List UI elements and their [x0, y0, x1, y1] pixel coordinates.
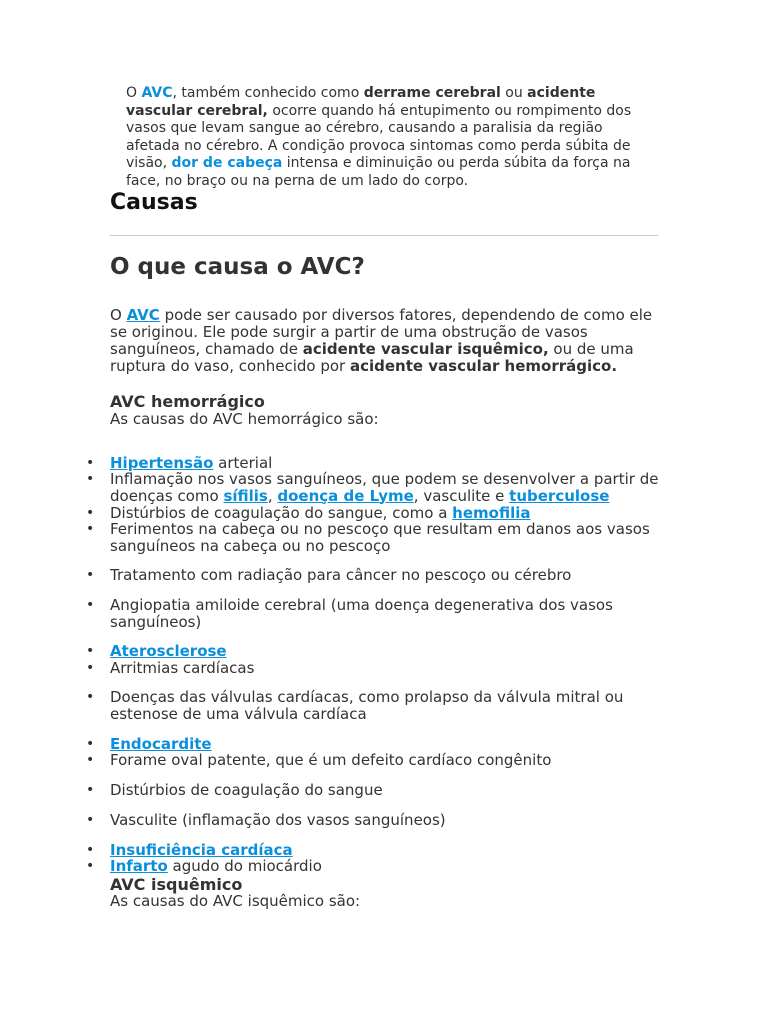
intro-text: ocorre quando há entupimento ou rompimento dos vasos que levam sangue ao cérebro, causando a paralisia da região afetada no cérebro. A condição provoca sintomas como perda súbita de visão, [126, 102, 632, 171]
list-item: • Ferimentos na cabeça ou no pescoço que resultam em danos aos vasos sanguíneos na cabeça ou no pescoço [110, 521, 660, 554]
para-text: ou de uma ruptura do vaso, conhecido por [110, 340, 634, 375]
bold-term: acidente vascular hemorrágico. [349, 357, 618, 375]
divider [110, 235, 658, 236]
avc-link[interactable]: AVC [141, 85, 173, 101]
infarto-link[interactable]: Infarto [110, 857, 168, 875]
tuberculose-link[interactable]: tuberculose [509, 486, 610, 505]
list-text: arterial [213, 454, 273, 472]
isquemico-heading: AVC isquêmico [110, 875, 243, 894]
hemofilia-link[interactable]: hemofilia [452, 504, 531, 522]
intro-paragraph [126, 85, 656, 190]
intro-text: intensa e diminuição ou perda súbita da força na face, no braço ou na perna de um lado do corpo. [126, 155, 631, 189]
list-item [110, 471, 660, 504]
bold-term: acidente vascular isquêmico, [302, 340, 549, 358]
hemorragico-subtitle: As causas do AVC hemorrágico são: [110, 410, 379, 428]
list-item: • Tratamento com radiação para câncer no pescoço ou cérebro [110, 567, 660, 584]
causes-paragraph [110, 307, 658, 375]
intro-text: ou [500, 85, 528, 101]
avc-link-2[interactable]: AVC [126, 306, 160, 324]
list-text: Inflamação nos vasos sanguíneos, que podem se desenvolver a partir de doenças como [110, 470, 659, 505]
list-text: agudo do miocárdio [167, 857, 322, 875]
bold-term: derrame cerebral [363, 85, 501, 101]
list-item [110, 643, 660, 660]
lyme-link[interactable]: doença de Lyme [277, 486, 414, 505]
list-item: • Arritmias cardíacas [110, 660, 660, 677]
list-text: , vasculite e [413, 486, 510, 505]
list-item: • Distúrbios de coagulação do sangue [110, 782, 660, 799]
bold-term: acidente vascular cerebral, [126, 85, 596, 119]
aterosclerose-link[interactable]: Aterosclerose [110, 642, 227, 660]
intro-text: O [126, 85, 142, 101]
insuficiencia-link[interactable]: Insuficiência cardíaca [110, 841, 293, 859]
que-causa-heading: O que causa o AVC? [110, 254, 365, 280]
isquemico-subtitle: As causas do AVC isquêmico são: [110, 892, 361, 910]
list-item: • Forame oval patente, que é um defeito cardíaco congênito [110, 752, 660, 769]
list-item: • Doenças das válvulas cardíacas, como prolapso da válvula mitral ou estenose de uma válvula cardíaca [110, 689, 660, 722]
list-text: Distúrbios de coagulação do sangue, como a [110, 504, 453, 522]
list-item: • Vasculite (inflamação dos vasos sanguíneos) [110, 812, 660, 829]
hipertensao-link[interactable]: Hipertensão [110, 454, 214, 472]
para-text: O [110, 306, 127, 324]
sifilis-link[interactable]: sífilis [223, 486, 268, 505]
para-text: pode ser causado por diversos fatores, dependendo de como ele se originou. Ele pode surgir a partir de uma obstrução de vasos sanguíneos, chamado de [110, 306, 653, 358]
list-item: • Angiopatia amiloide cerebral (uma doença degenerativa dos vasos sanguíneos) [110, 597, 660, 630]
intro-text: , também conhecido como [172, 85, 364, 101]
causas-heading: Causas [110, 190, 198, 215]
headache-link[interactable]: dor de cabeça [171, 155, 283, 171]
list-text: , [267, 486, 278, 505]
endocardite-link[interactable]: Endocardite [110, 735, 212, 753]
list-item [110, 858, 660, 875]
hemorragico-heading: AVC hemorrágico [110, 392, 265, 411]
